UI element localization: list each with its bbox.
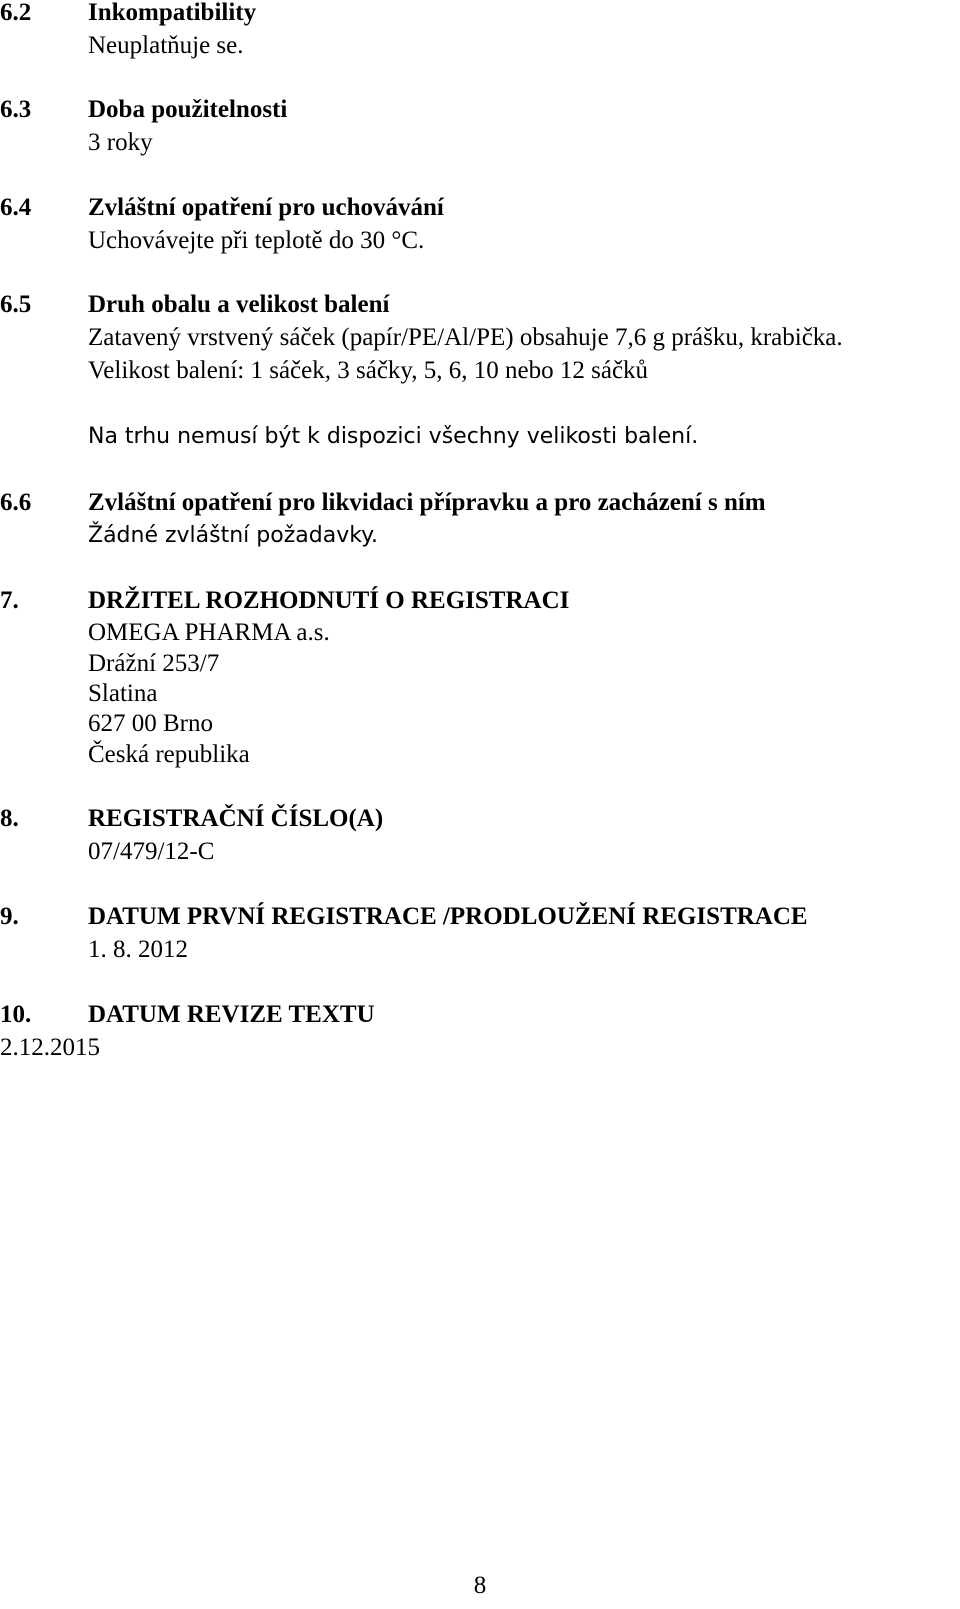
section-number: 8.: [0, 805, 19, 832]
section-body-text: Na trhu nemusí být k dispozici všechny velikosti balení.: [88, 424, 699, 449]
section-number: 6.4: [0, 194, 32, 221]
section-title: Inkompatibility: [88, 0, 257, 26]
address-line: OMEGA PHARMA a.s.: [88, 619, 330, 646]
section-number: 10.: [0, 1001, 32, 1028]
section-number: 6.6: [0, 489, 32, 516]
page-number: 8: [473, 1572, 487, 1599]
revision-date: 2.12.2015: [0, 1034, 100, 1061]
address-line: 627 00 Brno: [88, 710, 213, 737]
section-number: 6.5: [0, 291, 32, 318]
registration-date: 1. 8. 2012: [88, 936, 188, 963]
section-title: Doba použitelnosti: [88, 96, 288, 123]
section-number: 6.2: [0, 0, 32, 26]
section-title: DATUM REVIZE TEXTU: [88, 1001, 375, 1028]
section-number: 6.3: [0, 96, 32, 123]
address-line: Česká republika: [88, 741, 250, 768]
address-line: Drážní 253/7: [88, 650, 220, 677]
section-body-text: Žádné zvláštní požadavky.: [88, 523, 379, 548]
section-title: DATUM PRVNÍ REGISTRACE /PRODLOUŽENÍ REGISTRACE: [88, 903, 808, 930]
section-title: REGISTRAČNÍ ČÍSLO(A): [88, 805, 384, 832]
section-body-text: Zatavený vrstvený sáček (papír/PE/Al/PE) obsahuje 7,6 g prášku, krabička.: [88, 324, 843, 351]
section-title: DRŽITEL ROZHODNUTÍ O REGISTRACI: [88, 587, 570, 614]
registration-number: 07/479/12-C: [88, 838, 215, 865]
address-line: Slatina: [88, 680, 158, 707]
section-title: Zvláštní opatření pro likvidaci přípravku a pro zacházení s ním: [88, 489, 766, 516]
section-number: 9.: [0, 903, 19, 930]
section-number: 7.: [0, 587, 19, 614]
section-body-text: 3 roky: [88, 129, 153, 156]
section-title: Zvláštní opatření pro uchovávání: [88, 194, 444, 221]
section-body-text: Uchovávejte při teplotě do 30 °C.: [88, 227, 425, 254]
section-title: Druh obalu a velikost balení: [88, 291, 390, 318]
section-body-text: Velikost balení: 1 sáček, 3 sáčky, 5, 6, 10 nebo 12 sáčků: [88, 357, 649, 384]
section-body-text: Neuplatňuje se.: [88, 32, 244, 59]
